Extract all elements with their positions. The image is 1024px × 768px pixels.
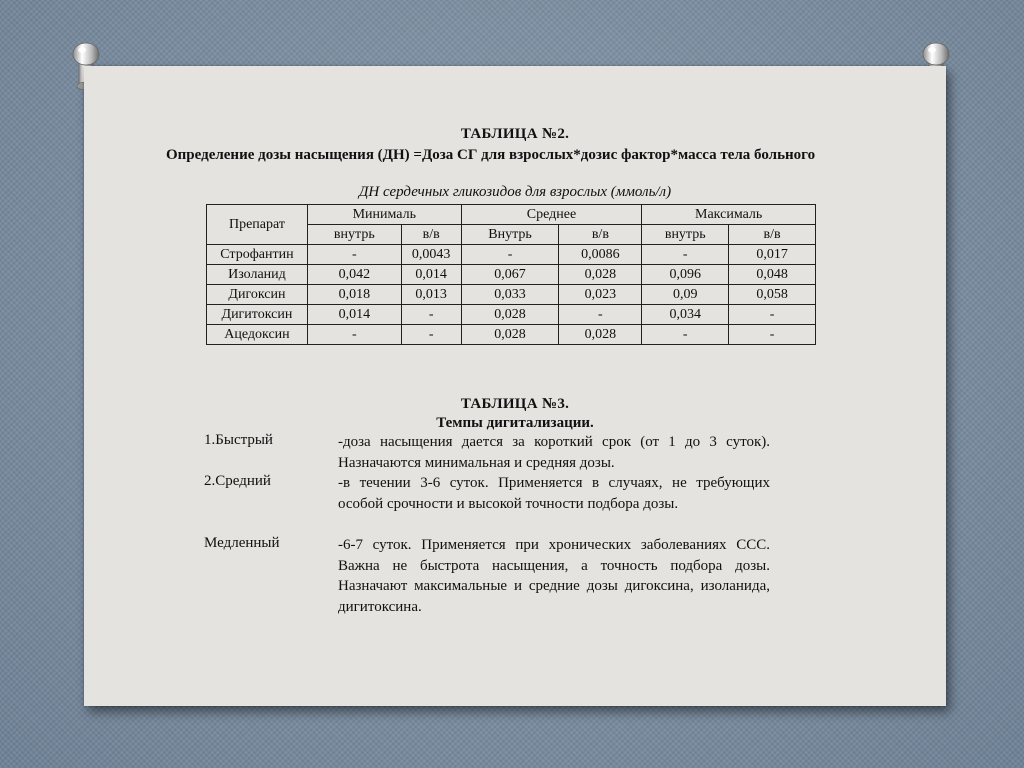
subheader-cell: Внутрь <box>461 225 559 245</box>
table3-title: ТАБЛИЦА №3. <box>460 396 570 412</box>
table-cell: 0,028 <box>559 265 642 285</box>
rate-label-medium: 2.Средний <box>204 473 271 489</box>
table-cell: 0,014 <box>307 305 401 325</box>
table-cell: 0,096 <box>642 265 729 285</box>
rate-text-slow: -6-7 суток. Применяется при хронических заболеваниях ССС. Важна не быстрота насыщения, а точность подбора дозы. Назначают максимальные и средние дозы дигоксина, изоланида, дигитоксина. <box>338 537 770 615</box>
table2-title: ТАБЛИЦА №2. <box>460 126 570 142</box>
table-cell: Дигоксин <box>207 285 308 305</box>
dose-table <box>206 204 816 345</box>
table3-subtitle: Темпы дигитализации. <box>436 415 594 431</box>
header-group-max: Максималь <box>642 205 816 225</box>
table-cell: 0,0043 <box>401 245 461 265</box>
table-cell: - <box>307 245 401 265</box>
table2-subtitle: Определение дозы насыщения (ДН) =Доза СГ для взрослых*дозис фактор*масса тела больного <box>166 147 816 163</box>
table-cell: - <box>401 305 461 325</box>
table-cell: - <box>642 245 729 265</box>
table-cell: Строфантин <box>207 245 308 265</box>
table2-caption: ДН сердечных гликозидов для взрослых (ммоль/л) <box>358 184 672 200</box>
table-cell: 0,028 <box>461 325 559 345</box>
table-cell: - <box>461 245 559 265</box>
table-cell: 0,023 <box>559 285 642 305</box>
header-group-min: Минималь <box>307 205 461 225</box>
table-cell: - <box>401 325 461 345</box>
table-cell: 0,067 <box>461 265 559 285</box>
table-row <box>207 245 816 265</box>
table-header-row <box>207 205 816 225</box>
table-cell: 0,017 <box>729 245 816 265</box>
table-cell: 0,034 <box>642 305 729 325</box>
table-cell: 0,0086 <box>559 245 642 265</box>
slide-content <box>84 66 946 706</box>
header-group-avg: Среднее <box>461 205 642 225</box>
rate-text-medium: -в течении 3-6 суток. Применяется в случаях, не требующих особой срочности и высокой точности подбора дозы. <box>338 475 770 512</box>
table-cell: - <box>559 305 642 325</box>
table-cell: 0,058 <box>729 285 816 305</box>
table-row <box>207 305 816 325</box>
table-cell: 0,028 <box>461 305 559 325</box>
subheader-cell: внутрь <box>642 225 729 245</box>
table-cell: 0,09 <box>642 285 729 305</box>
table-cell: Изоланид <box>207 265 308 285</box>
subheader-cell: в/в <box>559 225 642 245</box>
table-cell: 0,033 <box>461 285 559 305</box>
table-cell: Дигитоксин <box>207 305 308 325</box>
table-cell: 0,042 <box>307 265 401 285</box>
paper-sheet <box>84 66 946 706</box>
table-row <box>207 325 816 345</box>
table-row <box>207 265 816 285</box>
table-cell: 0,013 <box>401 285 461 305</box>
subheader-cell: в/в <box>729 225 816 245</box>
header-drug: Препарат <box>207 205 308 245</box>
rate-label-slow: Медленный <box>204 535 280 551</box>
table-cell: - <box>729 325 816 345</box>
table-row <box>207 285 816 305</box>
table-cell: - <box>729 305 816 325</box>
table-cell: 0,014 <box>401 265 461 285</box>
subheader-cell: внутрь <box>307 225 401 245</box>
table-cell: Ацедоксин <box>207 325 308 345</box>
table-cell: - <box>307 325 401 345</box>
table-cell: 0,028 <box>559 325 642 345</box>
table-cell: 0,048 <box>729 265 816 285</box>
subheader-cell: в/в <box>401 225 461 245</box>
rate-text-fast: -доза насыщения дается за короткий срок (от 1 до 3 суток). Назначаются минимальная и средняя дозы. <box>338 434 770 471</box>
table-cell: 0,018 <box>307 285 401 305</box>
rate-label-fast: 1.Быстрый <box>204 432 273 448</box>
table-cell: - <box>642 325 729 345</box>
